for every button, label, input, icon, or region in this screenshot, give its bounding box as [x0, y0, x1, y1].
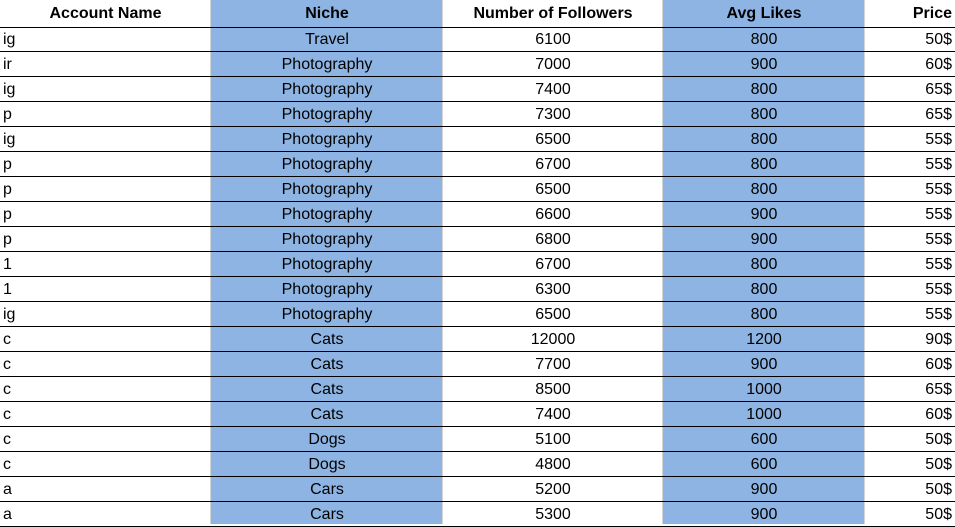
cell-account-name[interactable]: p: [3, 106, 12, 123]
cell-niche[interactable]: Photography: [281, 231, 373, 248]
cell-account-name[interactable]: ig: [3, 131, 16, 148]
cell-avg-likes[interactable]: 800: [750, 256, 778, 273]
table-row: [0, 277, 955, 302]
table-row: [0, 27, 955, 52]
cell-followers[interactable]: 5100: [535, 431, 571, 448]
cell-account-name[interactable]: c: [3, 331, 11, 348]
table-row: [0, 52, 955, 77]
cell-followers[interactable]: 4800: [535, 456, 571, 473]
cell-niche[interactable]: Photography: [281, 81, 373, 98]
cell-price[interactable]: 55$: [925, 131, 952, 148]
table-row: [0, 127, 955, 152]
cell-price[interactable]: 55$: [925, 306, 952, 323]
cell-avg-likes[interactable]: 900: [750, 481, 778, 498]
cell-followers[interactable]: 6700: [535, 256, 571, 273]
table-row: [0, 227, 955, 252]
header-niche[interactable]: Niche: [305, 5, 349, 22]
cell-avg-likes[interactable]: 800: [750, 156, 778, 173]
cell-niche[interactable]: Cats: [310, 381, 344, 398]
cell-avg-likes[interactable]: 600: [750, 431, 778, 448]
table-body: [0, 27, 955, 527]
cell-price[interactable]: 55$: [925, 256, 952, 273]
table-row: [0, 377, 955, 402]
cell-niche[interactable]: Photography: [281, 256, 373, 273]
cell-account-name[interactable]: c: [3, 356, 11, 373]
cell-price[interactable]: 55$: [925, 281, 952, 298]
table-row: [0, 77, 955, 102]
cell-price[interactable]: 60$: [925, 56, 952, 73]
cell-price[interactable]: 55$: [925, 156, 952, 173]
cell-avg-likes[interactable]: 800: [750, 31, 778, 48]
header-followers[interactable]: Number of Followers: [473, 5, 633, 22]
cell-niche[interactable]: Cars: [310, 506, 344, 523]
cell-niche[interactable]: Cars: [310, 481, 344, 498]
cell-followers[interactable]: 12000: [530, 331, 576, 348]
cell-followers[interactable]: 6500: [535, 181, 571, 198]
cell-avg-likes[interactable]: 900: [750, 506, 778, 523]
cell-avg-likes[interactable]: 800: [750, 131, 778, 148]
header-avg-likes[interactable]: Avg Likes: [726, 5, 802, 22]
cell-niche[interactable]: Cats: [310, 356, 344, 373]
cell-followers[interactable]: 6300: [535, 281, 571, 298]
cell-account-name[interactable]: ig: [3, 306, 16, 323]
cell-avg-likes[interactable]: 1000: [746, 406, 782, 423]
table-row: [0, 202, 955, 227]
cell-price[interactable]: 55$: [925, 231, 952, 248]
table-row: [0, 427, 955, 452]
table-row: [0, 327, 955, 352]
cell-price[interactable]: 60$: [925, 406, 952, 423]
cell-followers[interactable]: 5200: [535, 481, 571, 498]
cell-price[interactable]: 50$: [925, 456, 952, 473]
cell-followers[interactable]: 7000: [535, 56, 571, 73]
cell-avg-likes[interactable]: 1200: [746, 331, 782, 348]
cell-niche[interactable]: Cats: [310, 406, 344, 423]
cell-account-name[interactable]: c: [3, 406, 11, 423]
cell-price[interactable]: 65$: [925, 81, 952, 98]
cell-account-name[interactable]: p: [3, 156, 12, 173]
cell-niche[interactable]: Dogs: [308, 431, 346, 448]
cell-niche[interactable]: Photography: [281, 181, 373, 198]
cell-account-name[interactable]: p: [3, 231, 12, 248]
cell-account-name[interactable]: a: [3, 481, 12, 498]
cell-followers[interactable]: 5300: [535, 506, 571, 523]
cell-account-name[interactable]: a: [3, 506, 12, 523]
cell-followers[interactable]: 6700: [535, 156, 571, 173]
cell-price[interactable]: 55$: [925, 206, 952, 223]
cell-avg-likes[interactable]: 900: [750, 56, 778, 73]
cell-account-name[interactable]: 1: [3, 256, 12, 273]
cell-niche[interactable]: Photography: [281, 156, 373, 173]
cell-followers[interactable]: 8500: [535, 381, 571, 398]
cell-niche[interactable]: Photography: [281, 56, 373, 73]
cell-followers[interactable]: 6600: [535, 206, 571, 223]
cell-avg-likes[interactable]: 800: [750, 306, 778, 323]
header-account-name[interactable]: Account Name: [49, 5, 162, 22]
cell-price[interactable]: 50$: [925, 506, 952, 523]
cell-niche[interactable]: Photography: [281, 131, 373, 148]
cell-followers[interactable]: 7700: [535, 356, 571, 373]
cell-avg-likes[interactable]: 800: [750, 181, 778, 198]
cell-niche[interactable]: Photography: [281, 106, 373, 123]
cell-avg-likes[interactable]: 900: [750, 206, 778, 223]
cell-niche[interactable]: Photography: [281, 206, 373, 223]
header-row: [0, 0, 955, 28]
cell-niche[interactable]: Photography: [281, 281, 373, 298]
cell-niche[interactable]: Photography: [281, 306, 373, 323]
cell-avg-likes[interactable]: 900: [750, 231, 778, 248]
cell-price[interactable]: 55$: [925, 181, 952, 198]
cell-followers[interactable]: 7400: [535, 406, 571, 423]
cell-followers[interactable]: 6500: [535, 131, 571, 148]
table-row: [0, 152, 955, 177]
cell-price[interactable]: 60$: [925, 356, 952, 373]
table-row: [0, 102, 955, 127]
cell-account-name[interactable]: ig: [3, 31, 16, 48]
cell-account-name[interactable]: p: [3, 181, 12, 198]
cell-price[interactable]: 50$: [925, 31, 952, 48]
cell-account-name[interactable]: p: [3, 206, 12, 223]
table-row: [0, 477, 955, 502]
cell-niche[interactable]: Cats: [310, 331, 344, 348]
cell-account-name[interactable]: c: [3, 431, 11, 448]
cell-price[interactable]: 50$: [925, 481, 952, 498]
cell-account-name[interactable]: c: [3, 456, 11, 473]
table-row: [0, 452, 955, 477]
cell-avg-likes[interactable]: 1000: [746, 381, 782, 398]
table-row: [0, 352, 955, 377]
cell-avg-likes[interactable]: 800: [750, 281, 778, 298]
cell-followers[interactable]: 6100: [535, 31, 571, 48]
cell-avg-likes[interactable]: 900: [750, 356, 778, 373]
cell-account-name[interactable]: ig: [3, 81, 16, 98]
cell-followers[interactable]: 7400: [535, 81, 571, 98]
cell-price[interactable]: 50$: [925, 431, 952, 448]
cell-followers[interactable]: 6500: [535, 306, 571, 323]
cell-price[interactable]: 90$: [925, 331, 952, 348]
cell-avg-likes[interactable]: 800: [750, 81, 778, 98]
cell-niche[interactable]: Dogs: [308, 456, 346, 473]
cell-avg-likes[interactable]: 600: [750, 456, 778, 473]
cell-followers[interactable]: 6800: [535, 231, 571, 248]
table-row: [0, 502, 955, 527]
header-price[interactable]: Price: [912, 5, 952, 22]
table-row: [0, 252, 955, 277]
cell-avg-likes[interactable]: 800: [750, 106, 778, 123]
cell-price[interactable]: 65$: [925, 381, 952, 398]
table-row: [0, 402, 955, 427]
cell-account-name[interactable]: c: [3, 381, 11, 398]
cell-account-name[interactable]: ir: [3, 56, 12, 73]
cell-price[interactable]: 65$: [925, 106, 952, 123]
table-row: [0, 177, 955, 202]
cell-niche[interactable]: Travel: [305, 31, 349, 48]
table-row: [0, 302, 955, 327]
cell-followers[interactable]: 7300: [535, 106, 571, 123]
cell-account-name[interactable]: 1: [3, 281, 12, 298]
